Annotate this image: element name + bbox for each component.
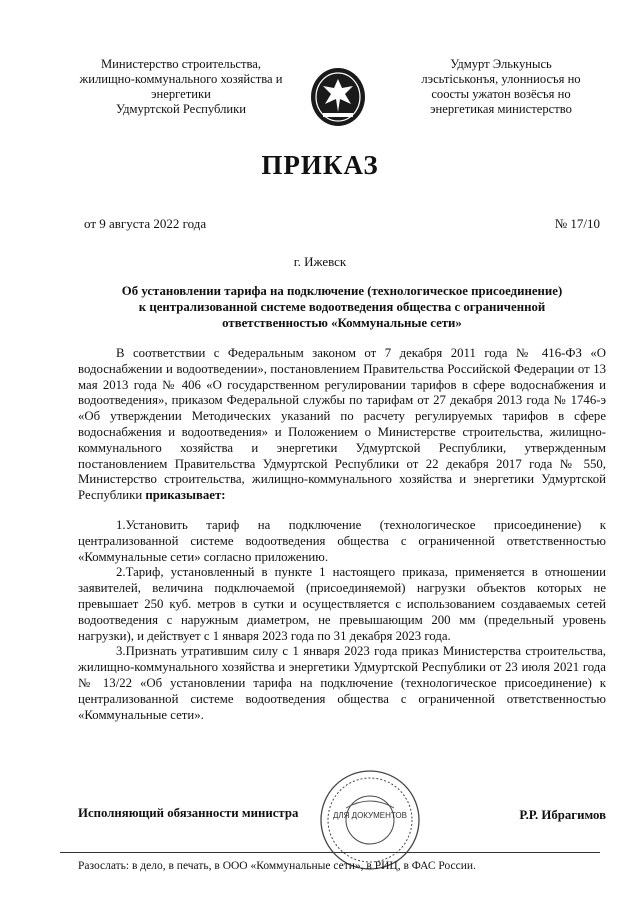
ministry-line: Удмурт Элькунысь [450,57,552,71]
ministry-line: лэсьтiськонъя, улонниосъя но [421,72,581,86]
official-stamp-icon [318,768,422,872]
ministry-line: жилищно-коммунального хозяйства и [79,72,283,86]
ministry-name-udmurt [392,57,610,117]
ministry-line: энергетики [151,87,211,101]
ministry-line: Министерство строительства, [100,57,262,71]
subject-line: Об установлении тарифа на подключение (технологическое присоединение) [121,284,563,298]
intro-bold-text: приказывает: [145,488,226,503]
stamp-text: ДЛЯ ДОКУМЕНТОВ [332,811,408,820]
distribution-list: Разослать: в дело, в печать, в ООО «Коммунальные сети», в РИЦ, в ФАС России. [78,860,476,872]
intro-text: В соответствии с Федеральным законом от 7 декабря 2011 года № 416-ФЗ «О водоснабжении и водоотведении», постановлением Правительства Российской Федерации от 13 мая 2013 года № 406 «О государственном регулировании тарифов в сфере водоснабжения и водоотведения», приказом Федеральной службы по тарифам от 27 декабря 2013 года № 1746-э «Об утверждении Методических указаний по расчету регулируемых тарифов в сфере водоснабжения и водоотведения» и Положением о Министерстве строительства, жилищно-коммунального хозяйства и энергетики Удмуртской Республики, утвержденным постановлением Правительства Удмуртской Республики от 22 декабря 2017 года № 550, Министерство строительства, жилищно-коммунального хозяйства и энергетики Удмуртской Республики [78,346,606,503]
footer-divider [60,852,600,853]
intro-paragraph [78,346,606,504]
document-number: № 17/10 [554,216,600,231]
item-paragraph: 3.Признать утратившим силу с 1 января 2023 года приказ Министерства строительства, жилищно-коммунального хозяйства и энергетики Удмуртской Республики от 23 июля 2021 года № 13/22 «Об установлении тарифа на подключение (технологическое присоединение) к централизованной системе водоотведения общества с ограниченной ответственностью «Коммунальные сети». [78,644,606,722]
signatory-name: Р.Р. Ибрагимов [519,808,606,822]
signatory-position: Исполняющий обязанности министра [78,806,299,820]
subject-line: к централизованной системе водоотведения общества с ограниченной [138,300,546,314]
document-date: от 9 августа 2022 года [84,216,207,231]
coat-of-arms-emblem-icon [309,66,367,128]
document-subject [98,283,586,331]
ministry-line: сооcты ужатон возёсъя но [431,87,571,101]
document-title: ПРИКАЗ [261,150,379,180]
ministry-line: Удмуртской Республики [115,102,247,116]
document-city: г. Ижевск [293,254,347,269]
item-paragraph: 2.Тариф, установленный в пункте 1 настоящего приказа, применяется в отношении заявителей, величина подключаемой (присоединяемой) нагрузки объектов которых не превышает 250 куб. метров в сутки и осуществляется с использованием создаваемых сетей водоотведения с наружным диаметром, не превышающим 200 мм (предельный уровень нагрузки), и действует с 1 января 2023 года по 31 декабря 2023 года. [78,565,606,643]
document-body [78,346,606,723]
item-paragraph: 1.Установить тариф на подключение (технологическое присоединение) к централизованной системе водоотведения общества с ограниченной ответственностью «Коммунальные сети» согласно приложению. [78,517,606,564]
subject-line: ответственностью «Коммунальные сети» [222,316,462,330]
ministry-name-russian [58,57,304,117]
ministry-line: энергетикая министерство [430,102,572,116]
